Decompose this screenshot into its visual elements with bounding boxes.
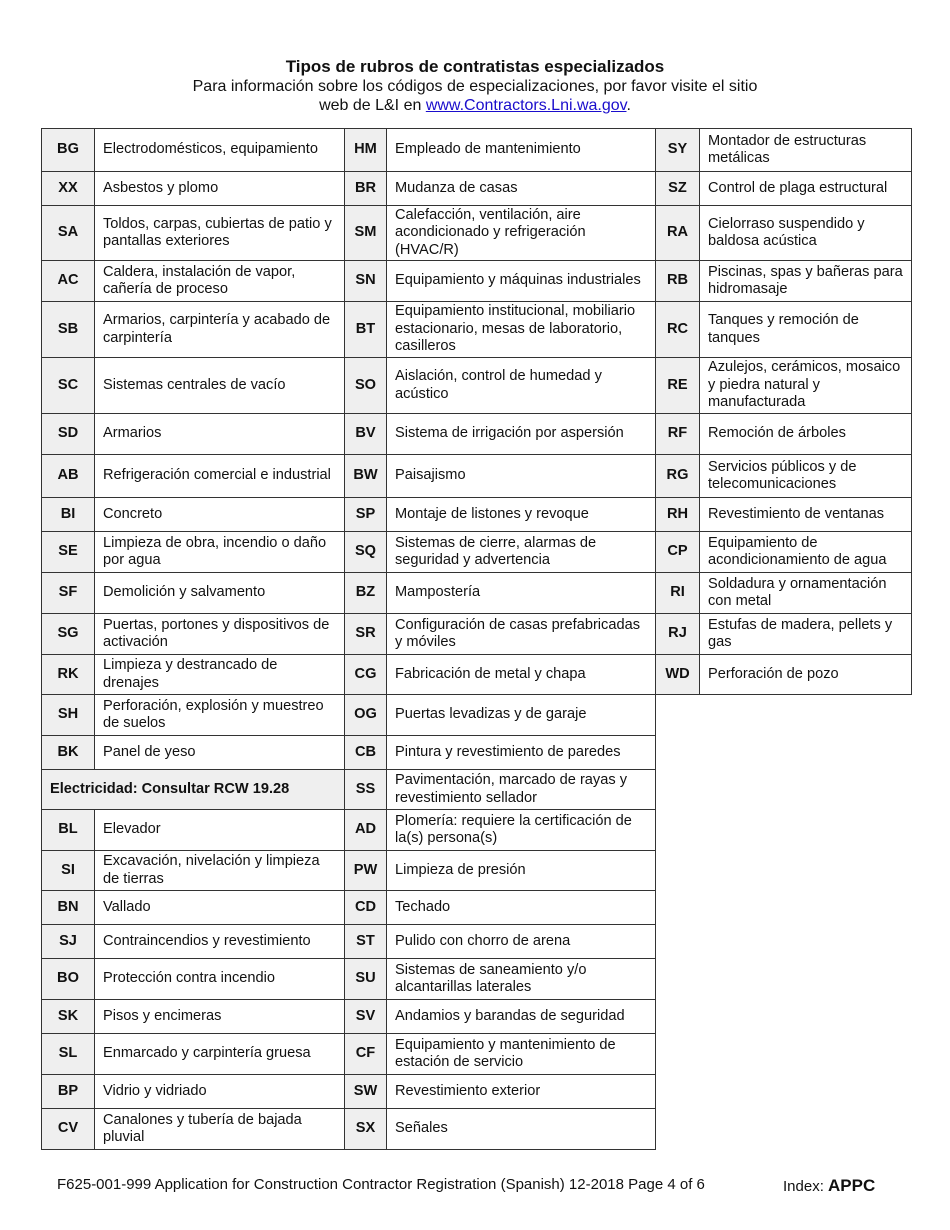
specialty-code: RJ <box>656 614 700 655</box>
specialty-description: Armarios <box>95 414 345 455</box>
specialty-description: Protección contra incendio <box>95 959 345 1000</box>
specialty-description: Limpieza y destrancado de drenajes <box>95 655 345 695</box>
specialty-code: SR <box>345 614 387 655</box>
specialty-code: SW <box>345 1075 387 1109</box>
specialty-code: BW <box>345 455 387 498</box>
table-row <box>42 455 912 498</box>
specialty-code: SM <box>345 206 387 261</box>
table-row <box>42 261 912 302</box>
empty-cell <box>656 1000 912 1034</box>
page-title: Tipos de rubros de contratistas especializados <box>285 57 665 76</box>
specialty-description: Plomería: requiere la certificación de la(s) persona(s) <box>387 810 656 851</box>
empty-cell <box>656 810 912 851</box>
table-row <box>42 770 912 810</box>
specialty-description: Limpieza de obra, incendio o daño por agua <box>95 532 345 573</box>
specialty-code: SA <box>42 206 95 261</box>
empty-cell <box>656 851 912 891</box>
specialty-description: Sistemas de saneamiento y/o alcantarillas laterales <box>387 959 656 1000</box>
specialty-code: CV <box>42 1109 95 1150</box>
specialty-code: BG <box>42 129 95 172</box>
empty-cell <box>656 925 912 959</box>
specialty-description: Señales <box>387 1109 656 1150</box>
specialty-code: SL <box>42 1034 95 1075</box>
specialty-code: RA <box>656 206 700 261</box>
table-row <box>42 498 912 532</box>
specialty-code: SF <box>42 573 95 614</box>
specialty-description: Mampostería <box>387 573 656 614</box>
specialty-description: Piscinas, spas y bañeras para hidromasaje <box>700 261 912 302</box>
index-label: Index: <box>783 1178 829 1195</box>
table-row <box>42 1000 912 1034</box>
table-row <box>42 959 912 1000</box>
specialty-code: BO <box>42 959 95 1000</box>
specialty-description: Puertas levadizas y de garaje <box>387 695 656 736</box>
page-header <box>0 57 950 115</box>
specialty-description: Sistemas de cierre, alarmas de seguridad y advertencia <box>387 532 656 573</box>
specialty-code: RF <box>656 414 700 455</box>
table-row <box>42 614 912 655</box>
specialty-code: OG <box>345 695 387 736</box>
specialty-code: RK <box>42 655 95 695</box>
specialty-code: SQ <box>345 532 387 573</box>
table-row <box>42 736 912 770</box>
specialty-description: Panel de yeso <box>95 736 345 770</box>
table-row <box>42 573 912 614</box>
specialty-code: BL <box>42 810 95 851</box>
specialty-description: Control de plaga estructural <box>700 172 912 206</box>
specialty-code: SC <box>42 358 95 414</box>
specialty-code: SV <box>345 1000 387 1034</box>
specialty-description: Techado <box>387 891 656 925</box>
specialty-codes-table <box>41 128 912 1150</box>
table-row <box>42 851 912 891</box>
specialty-description: Perforación, explosión y muestreo de suelos <box>95 695 345 736</box>
specialty-code: SS <box>345 770 387 810</box>
specialty-description: Azulejos, cerámicos, mosaico y piedra natural y manufacturada <box>700 358 912 414</box>
specialty-description: Montaje de listones y revoque <box>387 498 656 532</box>
specialty-description: Tanques y remoción de tanques <box>700 302 912 358</box>
specialty-description: Vallado <box>95 891 345 925</box>
specialty-description: Cielorraso suspendido y baldosa acústica <box>700 206 912 261</box>
specialty-code: SY <box>656 129 700 172</box>
specialty-code: BK <box>42 736 95 770</box>
specialty-code: BT <box>345 302 387 358</box>
specialty-code: WD <box>656 655 700 695</box>
specialty-description: Estufas de madera, pellets y gas <box>700 614 912 655</box>
specialty-description: Limpieza de presión <box>387 851 656 891</box>
empty-cell <box>656 891 912 925</box>
specialty-code: SB <box>42 302 95 358</box>
table-row <box>42 1109 912 1150</box>
specialty-description: Paisajismo <box>387 455 656 498</box>
specialty-description: Pavimentación, marcado de rayas y revestimiento sellador <box>387 770 656 810</box>
specialty-description: Servicios públicos y de telecomunicaciones <box>700 455 912 498</box>
specialty-code: RB <box>656 261 700 302</box>
specialty-description: Equipamiento y mantenimiento de estación de servicio <box>387 1034 656 1075</box>
electrical-note: Electricidad: Consultar RCW 19.28 <box>42 770 345 810</box>
specialty-code: RE <box>656 358 700 414</box>
table-row <box>42 695 912 736</box>
empty-cell <box>656 770 912 810</box>
specialty-description: Pulido con chorro de arena <box>387 925 656 959</box>
specialty-code: RC <box>656 302 700 358</box>
specialty-description: Soldadura y ornamentación con metal <box>700 573 912 614</box>
specialty-code: BR <box>345 172 387 206</box>
specialty-description: Excavación, nivelación y limpieza de tierras <box>95 851 345 891</box>
specialty-code: SG <box>42 614 95 655</box>
specialty-description: Elevador <box>95 810 345 851</box>
contractors-website-link[interactable]: www.Contractors.Lni.wa.gov <box>425 97 627 114</box>
specialty-code: CD <box>345 891 387 925</box>
specialty-description: Configuración de casas prefabricadas y móviles <box>387 614 656 655</box>
empty-cell <box>656 1034 912 1075</box>
subtitle-line-2 <box>0 96 950 115</box>
specialty-code: CG <box>345 655 387 695</box>
empty-cell <box>656 1109 912 1150</box>
specialty-description: Sistemas centrales de vacío <box>95 358 345 414</box>
specialty-code: SX <box>345 1109 387 1150</box>
specialty-code: SN <box>345 261 387 302</box>
specialty-code: CB <box>345 736 387 770</box>
specialty-code: RG <box>656 455 700 498</box>
empty-cell <box>656 736 912 770</box>
specialty-code: BN <box>42 891 95 925</box>
table-row <box>42 358 912 414</box>
empty-cell <box>656 1075 912 1109</box>
footer-index <box>783 1176 875 1196</box>
table-row <box>42 1034 912 1075</box>
specialty-code: HM <box>345 129 387 172</box>
specialty-code: SZ <box>656 172 700 206</box>
specialty-description: Caldera, instalación de vapor, cañería de proceso <box>95 261 345 302</box>
specialty-code: CF <box>345 1034 387 1075</box>
table-row <box>42 655 912 695</box>
specialty-description: Enmarcado y carpintería gruesa <box>95 1034 345 1075</box>
specialty-description: Asbestos y plomo <box>95 172 345 206</box>
table-row <box>42 206 912 261</box>
subtitle-prefix: web de L&I en <box>319 97 426 114</box>
specialty-description: Fabricación de metal y chapa <box>387 655 656 695</box>
specialty-description: Demolición y salvamento <box>95 573 345 614</box>
index-value: APPC <box>828 1176 876 1195</box>
specialty-description: Armarios, carpintería y acabado de carpintería <box>95 302 345 358</box>
specialty-code: BZ <box>345 573 387 614</box>
specialty-description: Pintura y revestimiento de paredes <box>387 736 656 770</box>
specialty-code: CP <box>656 532 700 573</box>
specialty-description: Andamios y barandas de seguridad <box>387 1000 656 1034</box>
specialty-code: BP <box>42 1075 95 1109</box>
table-row <box>42 302 912 358</box>
specialty-description: Puertas, portones y dispositivos de activación <box>95 614 345 655</box>
specialty-description: Contraincendios y revestimiento <box>95 925 345 959</box>
table-row <box>42 810 912 851</box>
table-row <box>42 172 912 206</box>
specialty-description: Pisos y encimeras <box>95 1000 345 1034</box>
specialty-code: SK <box>42 1000 95 1034</box>
specialty-code: SO <box>345 358 387 414</box>
specialty-code: RH <box>656 498 700 532</box>
specialty-description: Remoción de árboles <box>700 414 912 455</box>
specialty-code: SJ <box>42 925 95 959</box>
specialty-description: Revestimiento de ventanas <box>700 498 912 532</box>
table-row <box>42 925 912 959</box>
empty-cell <box>656 959 912 1000</box>
specialty-code: XX <box>42 172 95 206</box>
specialty-description: Toldos, carpas, cubiertas de patio y pantallas exteriores <box>95 206 345 261</box>
specialty-code: ST <box>345 925 387 959</box>
table-row <box>42 129 912 172</box>
specialty-description: Calefacción, ventilación, aire acondicionado y refrigeración (HVAC/R) <box>387 206 656 261</box>
specialty-code: SE <box>42 532 95 573</box>
specialty-code: SU <box>345 959 387 1000</box>
specialty-description: Concreto <box>95 498 345 532</box>
specialty-description: Equipamiento y máquinas industriales <box>387 261 656 302</box>
specialty-description: Aislación, control de humedad y acústico <box>387 358 656 414</box>
specialty-code: BI <box>42 498 95 532</box>
specialty-description: Refrigeración comercial e industrial <box>95 455 345 498</box>
specialty-description: Sistema de irrigación por aspersión <box>387 414 656 455</box>
specialty-description: Equipamiento de acondicionamiento de agua <box>700 532 912 573</box>
specialty-description: Mudanza de casas <box>387 172 656 206</box>
specialty-code: SI <box>42 851 95 891</box>
specialty-description: Electrodomésticos, equipamiento <box>95 129 345 172</box>
table-row <box>42 532 912 573</box>
footer-form-info: F625-001-999 Application for Construction Contractor Registration (Spanish) 12-2018 Page 4 of 6 <box>57 1176 705 1193</box>
empty-cell <box>656 695 912 736</box>
specialty-code: BV <box>345 414 387 455</box>
specialty-description: Perforación de pozo <box>700 655 912 695</box>
specialty-description: Canalones y tubería de bajada pluvial <box>95 1109 345 1150</box>
specialty-code: PW <box>345 851 387 891</box>
table-row <box>42 891 912 925</box>
specialty-description: Empleado de mantenimiento <box>387 129 656 172</box>
table-row <box>42 1075 912 1109</box>
specialty-description: Revestimiento exterior <box>387 1075 656 1109</box>
specialty-code: RI <box>656 573 700 614</box>
specialty-code: SD <box>42 414 95 455</box>
specialty-code: SH <box>42 695 95 736</box>
specialty-description: Montador de estructuras metálicas <box>700 129 912 172</box>
page-footer <box>57 1176 876 1195</box>
table-row <box>42 414 912 455</box>
specialty-code: AC <box>42 261 95 302</box>
subtitle-suffix: . <box>626 97 631 114</box>
specialty-description: Equipamiento institucional, mobiliario estacionario, mesas de laboratorio, casilleros <box>387 302 656 358</box>
specialty-code: SP <box>345 498 387 532</box>
specialty-code: AB <box>42 455 95 498</box>
specialty-code: AD <box>345 810 387 851</box>
subtitle-line-1: Para información sobre los códigos de especializaciones, por favor visite el sitio <box>192 78 758 95</box>
specialty-description: Vidrio y vidriado <box>95 1075 345 1109</box>
